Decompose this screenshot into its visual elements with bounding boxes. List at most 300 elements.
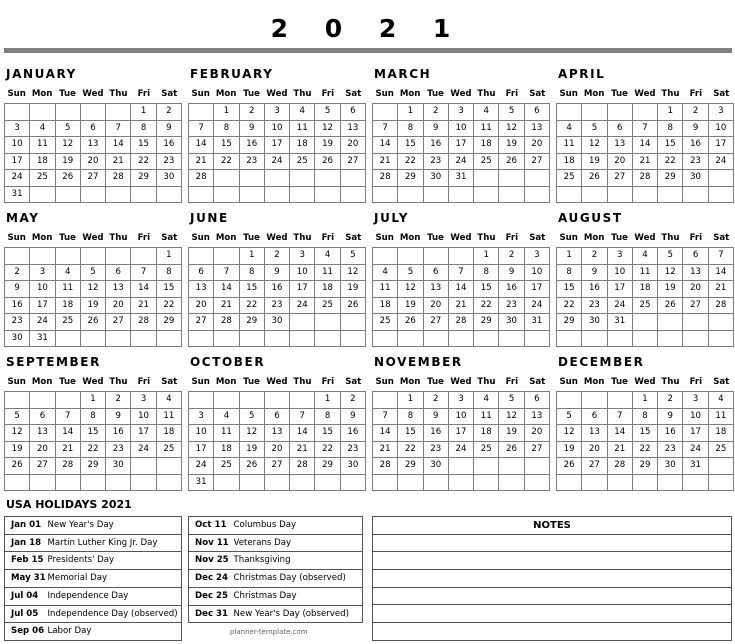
day-cell: 16 (499, 281, 524, 298)
weekday-label: Tue (427, 377, 444, 387)
day-cell: 21 (214, 297, 239, 314)
day-cell: 16 (5, 297, 30, 314)
day-cell: 6 (607, 120, 632, 137)
day-cell: 25 (708, 441, 733, 458)
day-cell: 4 (708, 392, 733, 409)
day-cell: 7 (607, 408, 632, 425)
day-cell: 18 (708, 425, 733, 442)
weekday-label: Wed (634, 233, 656, 243)
day-cell: 3 (448, 104, 473, 121)
day-cell (30, 248, 55, 265)
day-cell (557, 474, 582, 491)
title-rule (4, 48, 732, 53)
day-cell: 29 (398, 458, 423, 475)
day-cell (315, 170, 340, 187)
day-cell: 22 (658, 153, 683, 170)
weekday-label: Fri (505, 233, 519, 243)
holiday-row (5, 605, 182, 623)
day-cell: 27 (524, 441, 549, 458)
day-cell: 24 (264, 153, 289, 170)
month-name: DECEMBER (558, 355, 645, 369)
weekday-label: Mon (215, 89, 237, 99)
day-cell: 19 (5, 441, 30, 458)
day-cell: 8 (658, 120, 683, 137)
day-cell: 31 (524, 314, 549, 331)
day-cell: 7 (373, 408, 398, 425)
day-cell: 25 (315, 297, 340, 314)
day-cell (264, 392, 289, 409)
day-cell (607, 104, 632, 121)
holiday-date: Nov 25 (189, 552, 234, 570)
day-cell (582, 186, 607, 203)
day-cell: 6 (106, 264, 131, 281)
day-cell: 24 (131, 441, 156, 458)
day-cell (131, 458, 156, 475)
day-cell: 19 (499, 137, 524, 154)
day-cell (632, 474, 657, 491)
holidays-table-left (4, 516, 182, 641)
day-cell: 8 (398, 408, 423, 425)
weekday-label: Sun (559, 233, 578, 243)
day-cell: 22 (474, 297, 499, 314)
day-cell (189, 248, 214, 265)
day-cell: 31 (607, 314, 632, 331)
day-cell: 27 (80, 170, 105, 187)
day-cell: 1 (474, 248, 499, 265)
day-cell: 20 (189, 297, 214, 314)
day-cell: 23 (423, 441, 448, 458)
day-cell: 19 (582, 153, 607, 170)
weekday-label: Fri (505, 377, 519, 387)
day-cell: 1 (131, 104, 156, 121)
holidays-title: USA HOLIDAYS 2021 (6, 498, 132, 511)
day-cell (448, 186, 473, 203)
day-cell: 7 (131, 264, 156, 281)
day-cell: 16 (264, 281, 289, 298)
day-cell: 5 (239, 408, 264, 425)
day-cell: 9 (156, 120, 181, 137)
day-cell: 15 (398, 137, 423, 154)
day-cell: 21 (607, 441, 632, 458)
day-cell: 9 (658, 408, 683, 425)
day-cell: 13 (683, 264, 708, 281)
day-cell: 21 (373, 441, 398, 458)
day-cell: 15 (398, 425, 423, 442)
day-grid (4, 247, 182, 347)
day-cell: 28 (632, 170, 657, 187)
notes-line[interactable] (373, 534, 732, 552)
day-cell: 8 (214, 120, 239, 137)
day-cell: 13 (30, 425, 55, 442)
day-cell (632, 314, 657, 331)
day-cell: 21 (708, 281, 733, 298)
day-cell: 4 (315, 248, 340, 265)
day-cell: 1 (156, 248, 181, 265)
day-cell: 13 (524, 120, 549, 137)
day-cell (557, 104, 582, 121)
weekday-label: Tue (427, 89, 444, 99)
day-cell: 19 (398, 297, 423, 314)
day-cell: 7 (448, 264, 473, 281)
holiday-row (5, 517, 182, 535)
credit-text: planner-template.com (230, 628, 308, 636)
holiday-name: Independence Day (observed) (48, 605, 182, 623)
day-cell: 8 (474, 264, 499, 281)
weekday-label: Tue (59, 89, 76, 99)
day-cell: 7 (708, 248, 733, 265)
day-cell (398, 248, 423, 265)
notes-line[interactable] (373, 552, 732, 570)
day-cell: 1 (214, 104, 239, 121)
day-cell: 15 (474, 281, 499, 298)
day-cell (708, 474, 733, 491)
day-cell (80, 248, 105, 265)
day-grid (188, 391, 366, 491)
weekday-label: Mon (399, 89, 421, 99)
day-cell: 12 (55, 137, 80, 154)
day-cell: 5 (499, 392, 524, 409)
day-cell: 2 (582, 248, 607, 265)
day-cell: 11 (315, 264, 340, 281)
day-cell: 2 (264, 248, 289, 265)
day-cell (708, 186, 733, 203)
day-cell: 12 (239, 425, 264, 442)
day-cell: 3 (448, 392, 473, 409)
day-cell: 19 (80, 297, 105, 314)
day-cell: 12 (499, 408, 524, 425)
weekday-label: Wed (450, 377, 472, 387)
day-cell: 28 (290, 458, 315, 475)
day-cell: 10 (30, 281, 55, 298)
weekday-header (372, 88, 550, 101)
day-cell: 18 (474, 137, 499, 154)
notes-line[interactable] (373, 587, 732, 605)
day-cell: 14 (632, 137, 657, 154)
day-cell: 21 (448, 297, 473, 314)
day-cell: 18 (55, 297, 80, 314)
holiday-name: New Year's Day (observed) (234, 605, 363, 623)
day-cell: 23 (658, 441, 683, 458)
weekday-label: Sat (713, 377, 730, 387)
day-cell (683, 330, 708, 347)
day-cell (156, 186, 181, 203)
day-cell (156, 458, 181, 475)
holiday-row (189, 570, 363, 588)
day-cell: 21 (189, 153, 214, 170)
day-cell: 3 (708, 104, 733, 121)
day-cell (55, 330, 80, 347)
weekday-label: Sat (345, 89, 362, 99)
day-cell (30, 104, 55, 121)
day-cell: 14 (373, 137, 398, 154)
day-cell (557, 330, 582, 347)
day-cell: 23 (499, 297, 524, 314)
day-cell: 28 (55, 458, 80, 475)
day-cell: 24 (30, 314, 55, 331)
day-cell (423, 330, 448, 347)
day-cell (582, 330, 607, 347)
day-cell: 29 (80, 458, 105, 475)
day-cell (398, 186, 423, 203)
day-cell: 27 (683, 297, 708, 314)
weekday-label: Fri (505, 89, 519, 99)
weekday-label: Mon (583, 89, 605, 99)
day-cell (239, 392, 264, 409)
day-cell (373, 186, 398, 203)
day-cell: 5 (315, 104, 340, 121)
month-name: JANUARY (6, 67, 77, 81)
day-cell: 18 (290, 137, 315, 154)
day-cell: 15 (658, 137, 683, 154)
day-cell: 28 (448, 314, 473, 331)
day-cell: 5 (340, 248, 365, 265)
day-cell (264, 474, 289, 491)
day-cell: 16 (340, 425, 365, 442)
day-cell: 4 (373, 264, 398, 281)
day-cell: 15 (239, 281, 264, 298)
day-cell (474, 186, 499, 203)
day-cell: 18 (474, 425, 499, 442)
holiday-date: Jul 04 (5, 587, 48, 605)
day-cell: 20 (607, 153, 632, 170)
day-cell (658, 314, 683, 331)
day-cell: 1 (557, 248, 582, 265)
day-cell: 2 (423, 104, 448, 121)
day-cell: 18 (156, 425, 181, 442)
day-cell: 22 (80, 441, 105, 458)
day-cell: 24 (448, 153, 473, 170)
day-cell: 11 (55, 281, 80, 298)
day-cell: 6 (189, 264, 214, 281)
day-cell: 28 (607, 458, 632, 475)
day-cell: 20 (582, 441, 607, 458)
day-cell: 21 (373, 153, 398, 170)
day-grid (556, 103, 734, 203)
day-cell (264, 170, 289, 187)
day-cell: 23 (106, 441, 131, 458)
day-cell: 8 (398, 120, 423, 137)
weekday-label: Thu (109, 89, 128, 99)
day-cell: 27 (582, 458, 607, 475)
weekday-header (372, 232, 550, 245)
weekday-label: Thu (477, 89, 496, 99)
day-cell: 28 (373, 458, 398, 475)
day-cell: 26 (658, 297, 683, 314)
day-cell: 12 (398, 281, 423, 298)
weekday-header (188, 232, 366, 245)
day-cell (632, 330, 657, 347)
holiday-name: Martin Luther King Jr. Day (48, 534, 182, 552)
day-cell: 15 (131, 137, 156, 154)
day-cell: 5 (557, 408, 582, 425)
day-cell: 6 (683, 248, 708, 265)
day-cell (423, 248, 448, 265)
weekday-label: Wed (634, 89, 656, 99)
day-cell (557, 392, 582, 409)
day-grid (4, 103, 182, 203)
day-cell: 30 (156, 170, 181, 187)
day-cell: 9 (340, 408, 365, 425)
day-cell (632, 186, 657, 203)
day-cell (340, 170, 365, 187)
day-cell (398, 330, 423, 347)
month-name: FEBRUARY (190, 67, 274, 81)
day-cell: 3 (5, 120, 30, 137)
day-cell: 20 (80, 153, 105, 170)
holiday-name: Christmas Day (observed) (234, 570, 363, 588)
day-cell (106, 330, 131, 347)
weekday-header (556, 232, 734, 245)
day-cell: 1 (239, 248, 264, 265)
day-cell: 9 (683, 120, 708, 137)
day-cell (398, 474, 423, 491)
weekday-label: Sun (375, 377, 394, 387)
day-cell: 4 (557, 120, 582, 137)
day-cell: 23 (423, 153, 448, 170)
day-cell: 24 (683, 441, 708, 458)
day-cell: 18 (373, 297, 398, 314)
day-cell: 12 (340, 264, 365, 281)
day-cell: 17 (683, 425, 708, 442)
day-cell: 1 (315, 392, 340, 409)
month-name: SEPTEMBER (6, 355, 101, 369)
holiday-date: Sep 06 (5, 623, 48, 641)
holiday-row (5, 570, 182, 588)
day-cell: 17 (524, 281, 549, 298)
day-cell (708, 314, 733, 331)
day-cell: 30 (683, 170, 708, 187)
day-cell: 7 (373, 120, 398, 137)
day-cell: 29 (239, 314, 264, 331)
day-cell: 9 (423, 120, 448, 137)
day-cell: 20 (524, 425, 549, 442)
day-cell: 18 (30, 153, 55, 170)
day-cell (373, 104, 398, 121)
day-cell: 15 (80, 425, 105, 442)
weekday-label: Wed (634, 377, 656, 387)
weekday-label: Thu (661, 233, 680, 243)
weekday-label: Tue (243, 89, 260, 99)
weekday-label: Tue (59, 233, 76, 243)
day-cell: 18 (214, 441, 239, 458)
weekday-label: Sun (559, 89, 578, 99)
weekday-label: Fri (689, 233, 703, 243)
day-cell: 6 (582, 408, 607, 425)
day-cell: 31 (30, 330, 55, 347)
day-cell: 19 (557, 441, 582, 458)
day-cell: 10 (5, 137, 30, 154)
day-cell: 22 (632, 441, 657, 458)
weekday-label: Sat (161, 233, 178, 243)
day-cell: 19 (340, 281, 365, 298)
day-cell: 30 (423, 458, 448, 475)
day-cell (106, 186, 131, 203)
holiday-name: Veterans Day (234, 534, 363, 552)
holiday-name: Presidents' Day (48, 552, 182, 570)
day-cell (524, 186, 549, 203)
day-cell (55, 186, 80, 203)
day-cell: 21 (131, 297, 156, 314)
day-cell: 29 (658, 170, 683, 187)
day-cell: 9 (423, 408, 448, 425)
weekday-label: Sun (375, 233, 394, 243)
weekday-label: Thu (109, 377, 128, 387)
day-cell (448, 474, 473, 491)
day-cell (683, 186, 708, 203)
weekday-header (4, 376, 182, 389)
day-cell: 16 (658, 425, 683, 442)
day-cell: 30 (106, 458, 131, 475)
day-cell (315, 186, 340, 203)
weekday-header (4, 232, 182, 245)
weekday-label: Tue (611, 377, 628, 387)
weekday-label: Thu (661, 89, 680, 99)
holiday-name: Labor Day (48, 623, 182, 641)
day-cell: 10 (448, 120, 473, 137)
day-cell: 4 (290, 104, 315, 121)
day-cell: 9 (106, 408, 131, 425)
day-cell: 24 (189, 458, 214, 475)
day-cell (315, 314, 340, 331)
day-cell: 26 (557, 458, 582, 475)
day-cell (423, 186, 448, 203)
day-cell: 26 (499, 153, 524, 170)
day-cell: 10 (290, 264, 315, 281)
day-cell: 26 (315, 153, 340, 170)
weekday-label: Fri (689, 377, 703, 387)
day-cell (499, 170, 524, 187)
notes-line[interactable] (373, 570, 732, 588)
day-cell (55, 474, 80, 491)
weekday-label: Wed (82, 233, 104, 243)
day-cell (214, 186, 239, 203)
day-cell: 26 (582, 170, 607, 187)
day-cell: 12 (315, 120, 340, 137)
day-cell: 14 (55, 425, 80, 442)
weekday-label: Sat (529, 89, 546, 99)
day-cell (373, 392, 398, 409)
day-cell: 27 (607, 170, 632, 187)
day-cell (156, 474, 181, 491)
day-cell: 31 (448, 170, 473, 187)
weekday-label: Sat (713, 233, 730, 243)
weekday-label: Thu (661, 377, 680, 387)
day-cell: 13 (524, 408, 549, 425)
day-cell: 5 (499, 104, 524, 121)
holiday-name: New Year's Day (48, 517, 182, 535)
day-cell: 11 (557, 137, 582, 154)
day-cell: 24 (448, 441, 473, 458)
day-cell: 22 (239, 297, 264, 314)
day-cell: 10 (524, 264, 549, 281)
day-cell: 26 (55, 170, 80, 187)
day-cell: 30 (658, 458, 683, 475)
day-cell (264, 186, 289, 203)
weekday-label: Wed (266, 233, 288, 243)
day-cell: 28 (189, 170, 214, 187)
day-cell: 8 (315, 408, 340, 425)
day-cell: 30 (423, 170, 448, 187)
notes-line[interactable] (373, 623, 732, 641)
day-cell: 29 (557, 314, 582, 331)
day-grid (556, 247, 734, 347)
day-grid (188, 247, 366, 347)
holiday-date: Jan 18 (5, 534, 48, 552)
notes-line[interactable] (373, 605, 732, 623)
day-cell: 20 (30, 441, 55, 458)
day-cell: 4 (156, 392, 181, 409)
day-cell: 13 (106, 281, 131, 298)
